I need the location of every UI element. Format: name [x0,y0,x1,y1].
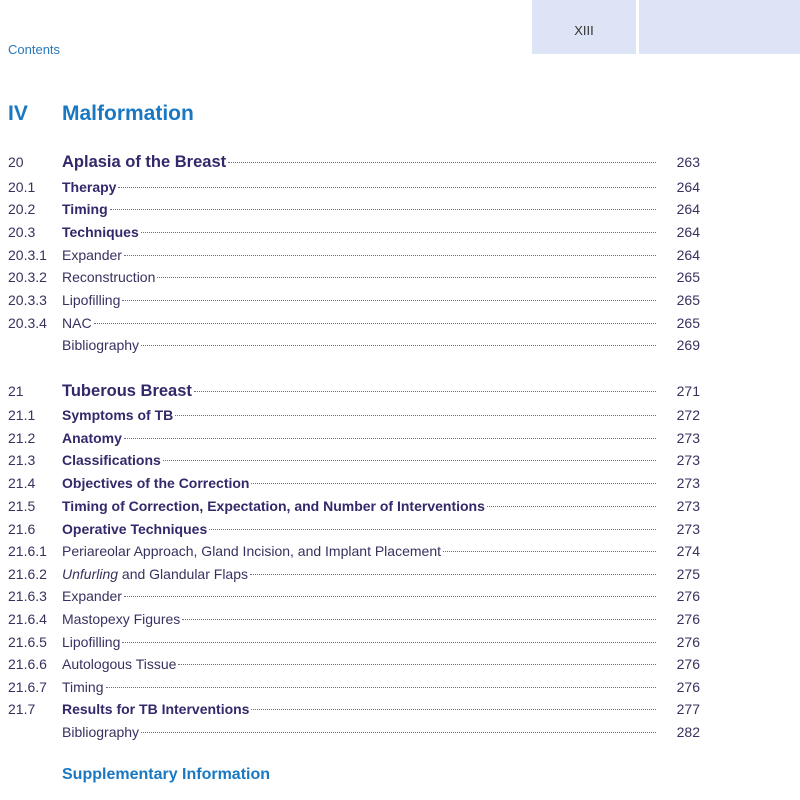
toc-entry-line [62,290,656,310]
toc-entry-page: 274 [676,543,700,559]
toc-entry-page: 273 [676,521,700,537]
toc-entry-page: 264 [676,247,700,263]
toc-entry-number: 21.2 [8,430,36,446]
toc-entry-number: 20.3.1 [8,247,47,263]
toc-entry-title [62,313,92,333]
dot-leader [194,391,656,392]
toc-entry[interactable] [8,428,708,448]
toc-entry-title [62,428,122,448]
toc-entry-title-text: Bibliography [62,724,140,740]
toc-entry[interactable] [8,222,708,242]
dot-leader [178,664,656,665]
toc-entry[interactable] [8,722,708,742]
toc-entry-line [62,335,656,355]
toc-entry-title [62,222,139,242]
toc-entry-title-text: Timing [62,201,108,217]
dot-leader [124,255,656,256]
toc-entry[interactable] [8,335,708,355]
toc-entry-number: 21.6.4 [8,611,47,627]
toc-entry-title [62,541,441,561]
toc-entry-title [62,496,485,516]
toc-entry-page: 271 [676,383,700,399]
toc-entry[interactable] [8,541,708,561]
dot-leader [94,323,656,324]
toc-entry-title-text: Techniques [62,224,139,240]
part-title: Malformation [62,102,194,125]
toc-entry-number: 20.3.2 [8,269,47,285]
toc-entry-title [62,199,108,219]
toc-entry-line [62,632,656,652]
toc-entry-title [62,381,192,401]
toc-entry[interactable] [8,519,708,539]
toc-entry-title [62,450,161,470]
toc-entry-title-text: Classifications [62,452,161,468]
toc-entry-number: 21.6 [8,521,36,537]
dot-leader [182,619,656,620]
toc-entry-title [62,699,249,719]
toc-entry-page: 265 [676,292,700,308]
toc-entry[interactable] [8,245,708,265]
supplementary-title: Supplementary Information [62,766,271,783]
toc-entry-line [62,677,656,697]
toc-entry[interactable] [8,290,708,310]
toc-entry-number: 21.4 [8,475,36,491]
toc-entry-title [62,473,249,493]
toc-entry-title [62,564,248,584]
toc-entry[interactable] [8,450,708,470]
toc-entry-line [62,541,656,561]
toc-entry-title [62,609,180,629]
toc-entry[interactable] [8,586,708,606]
toc-entry-title-text: Lipofilling [62,634,121,650]
dot-leader [250,574,656,575]
toc-entry-number: 21.6.2 [8,566,47,582]
toc-entry-page: 273 [676,475,700,491]
toc-entry-title [62,267,155,287]
toc-entry-line [62,428,656,448]
toc-entry-title-text: Expander [62,588,122,604]
toc-entry-title-emphasis: Unfurling [62,566,119,582]
toc-entry-line [62,199,656,219]
toc-entry-title-text: Timing of Correction, Expectation, and Number of Interventions [62,498,485,514]
toc-entry[interactable] [8,473,708,493]
dot-leader [124,438,656,439]
dot-leader [487,506,656,507]
toc-entry-title-text: Symptoms of TB [62,407,174,423]
toc-entry-line [62,222,656,242]
toc-entry-title-text: and Glandular Flaps [118,566,248,582]
toc-entry-number: 20.3.3 [8,292,47,308]
toc-entry[interactable] [8,496,708,516]
toc-entry-number: 21.6.3 [8,588,47,604]
toc-entry-title-text: Aplasia of the Breast [62,153,227,171]
dot-leader [228,162,656,163]
toc-entry-number: 20 [8,154,24,170]
toc-entry-page: 263 [676,154,700,170]
toc-entry-line [62,267,656,287]
toc-entry-page: 276 [676,611,700,627]
toc-entry-title [62,722,139,742]
toc-entry-page: 276 [676,656,700,672]
toc-entry-title-text: NAC [62,315,92,331]
toc-entry-number: 20.1 [8,179,36,195]
toc-entry-title [62,152,226,172]
dot-leader [209,529,656,530]
toc-entry-page: 272 [676,407,700,423]
toc-entry-title [62,677,104,697]
toc-entry-line [62,450,656,470]
toc-entry-title-text: Tuberous Breast [62,382,192,400]
toc-entry-page: 264 [676,224,700,240]
toc-entry-line [62,473,656,493]
toc-entry-number: 21.6.5 [8,634,47,650]
toc-entry-page: 264 [676,179,700,195]
toc-entry-number: 20.3 [8,224,36,240]
dot-leader [251,709,656,710]
toc-entry-number: 21.1 [8,407,36,423]
toc-entry-line [62,496,656,516]
dot-leader [122,642,656,643]
dot-leader [251,483,656,484]
dot-leader [175,415,656,416]
toc-entry-line [62,405,656,425]
toc-entry-title [62,290,120,310]
toc-entry[interactable] [8,152,708,172]
toc-entry-page: 264 [676,201,700,217]
toc-entry[interactable] [8,654,708,674]
toc-entry-title-text: Bibliography [62,337,140,353]
toc-entry-line [62,722,656,742]
dot-leader [106,687,657,688]
toc-entry[interactable] [8,405,708,425]
toc-entry-title-text: Periareolar Approach, Gland Incision, and Implant Placement [62,543,441,559]
toc-entry-title [62,335,139,355]
running-head: Contents [8,42,61,57]
toc-entry-number: 20.2 [8,201,36,217]
dot-leader [124,596,656,597]
toc-entry-line [62,177,656,197]
toc-entry-title-text: Timing [62,679,104,695]
toc-entry-title-text: Objectives of the Correction [62,475,250,491]
toc-entry[interactable] [8,381,708,401]
toc-entry-title-text: Therapy [62,179,117,195]
toc-entry[interactable] [8,609,708,629]
toc-entry-line [62,609,656,629]
toc-entry-title-text: Results for TB Interventions [62,701,250,717]
toc-entry-page: 273 [676,452,700,468]
toc-entry[interactable] [8,699,708,719]
toc-entry-title-text: Anatomy [62,430,122,446]
toc-entry-page: 269 [676,337,700,353]
toc-entry-title [62,177,116,197]
toc-entry-line [62,699,656,719]
toc-entry-page: 265 [676,315,700,331]
toc-entry-title-text: Operative Techniques [62,521,208,537]
toc-entry-page: 265 [676,269,700,285]
toc-entry-title-text: Mastopexy Figures [62,611,181,627]
toc-entry-title [62,654,176,674]
toc-entry-number: 21 [8,383,24,399]
toc-entry-title [62,632,120,652]
toc-entry-title-text: Lipofilling [62,292,121,308]
toc-entry[interactable] [8,564,708,584]
toc-entry-title-text: Expander [62,247,122,263]
toc-entry-line [62,564,656,584]
toc-entry-line [62,245,656,265]
toc-entry-page: 273 [676,498,700,514]
toc-entry-page: 276 [676,588,700,604]
toc-entry-line [62,654,656,674]
toc-entry-line [62,313,656,333]
dot-leader [110,209,656,210]
page-number: XIII [574,23,594,38]
toc-entry-page: 276 [676,634,700,650]
toc-entry-number: 21.6.6 [8,656,47,672]
dot-leader [163,460,656,461]
toc-entry-title-text: Reconstruction [62,269,156,285]
dot-leader [157,277,656,278]
toc-entry-number: 21.6.7 [8,679,47,695]
toc-entry-page: 277 [676,701,700,717]
toc-entry-line [62,152,656,172]
dot-leader [141,232,656,233]
toc-entry[interactable] [8,267,708,287]
toc-entry-number: 21.6.1 [8,543,47,559]
toc-entry[interactable] [8,177,708,197]
toc-entry[interactable] [8,313,708,333]
toc-entry-number: 21.7 [8,701,36,717]
dot-leader [118,187,656,188]
toc-entry-title [62,519,207,539]
toc-entry-number: 21.3 [8,452,36,468]
toc-entry-page: 282 [676,724,700,740]
toc-entry-title [62,405,173,425]
toc-entry-number: 21.5 [8,498,36,514]
toc-entry-title [62,586,122,606]
toc-entry-page: 276 [676,679,700,695]
toc-entry-title [62,245,122,265]
toc-entry-page: 275 [676,566,700,582]
toc-entry[interactable] [8,632,708,652]
dot-leader [141,345,656,346]
toc-entry[interactable] [8,199,708,219]
header-box-right [639,0,800,54]
toc-entry-number: 20.3.4 [8,315,47,331]
toc-entry-line [62,381,656,401]
toc-entry[interactable] [8,677,708,697]
dot-leader [122,300,656,301]
part-number: IV [8,102,28,125]
toc-entry-title-text: Autologous Tissue [62,656,177,672]
toc-entry-page: 273 [676,430,700,446]
dot-leader [443,551,656,552]
toc-entry-line [62,519,656,539]
toc-entry-line [62,586,656,606]
dot-leader [141,732,656,733]
